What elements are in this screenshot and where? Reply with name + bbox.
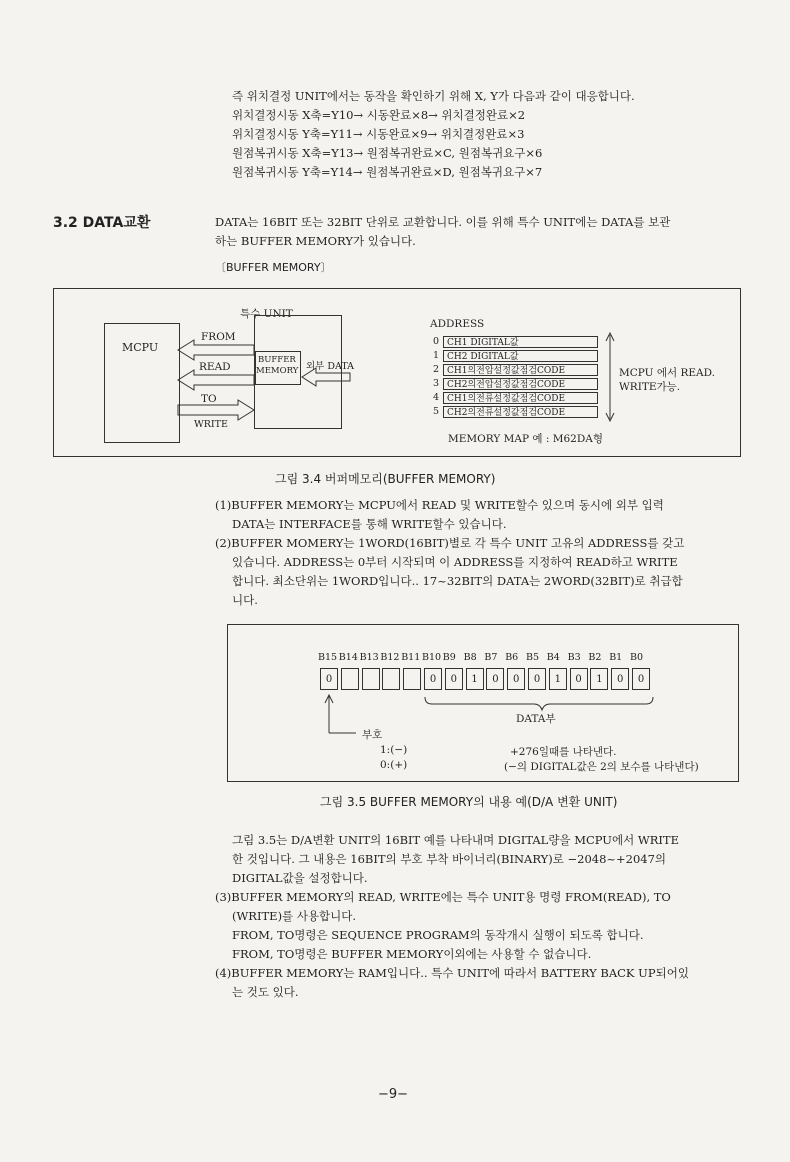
bit-label: B13 <box>359 652 379 663</box>
bit-label: B15 <box>318 652 338 663</box>
mcpu-label: MCPU <box>122 341 159 354</box>
data-part-label: DATA부 <box>516 713 556 725</box>
intro-item: 원점복귀시동 X축=Y13→ 원점복귀완료×C, 원점복귀요구×6 <box>232 146 543 160</box>
sign-positive: 0:(+) <box>380 759 408 771</box>
memory-cell: CH1의전류설정값점검CODE <box>443 392 598 404</box>
side-note-line1: MCPU 에서 READ. <box>619 367 716 379</box>
memory-address: 5 <box>433 406 440 417</box>
bit-label: B2 <box>588 652 602 663</box>
list-item: 합니다. 최소단위는 1WORD입니다.. 17~32BIT의 DATA는 2WORD(32BIT)로 취급합 <box>232 574 683 588</box>
bit-label: B8 <box>463 652 477 663</box>
write-label: WRITE <box>194 419 228 430</box>
list-item: (3)BUFFER MEMORY의 READ, WRITE에는 특수 UNIT용 명령 FROM(READ), TO <box>215 890 671 904</box>
bit-cell: 0 <box>320 668 338 690</box>
memory-cell: CH2의전류설정값점검CODE <box>443 406 598 418</box>
bit-label: B14 <box>338 652 358 663</box>
memory-address: 0 <box>433 336 440 347</box>
sign-negative: 1:(−) <box>380 744 408 756</box>
paragraph-line: 그림 3.5는 D/A변환 UNIT의 16BIT 예를 나타내며 DIGITAL량을 MCPU에서 WRITE <box>232 833 679 847</box>
buffer-memory-label: 〔BUFFER MEMORY〕 <box>215 261 332 274</box>
memory-address: 3 <box>433 378 440 389</box>
memory-address: 2 <box>433 364 440 375</box>
bit-label: B10 <box>422 652 442 663</box>
bit-label: B0 <box>630 652 644 663</box>
list-item: 는 것도 있다. <box>232 985 299 999</box>
figure2-caption: 그림 3.5 BUFFER MEMORY의 내용 예(D/A 변환 UNIT) <box>320 795 618 809</box>
bit-label: B6 <box>505 652 519 663</box>
bit-label: B9 <box>442 652 456 663</box>
bit-label: B5 <box>526 652 540 663</box>
list-item: (1)BUFFER MEMORY는 MCPU에서 READ 및 WRITE할수 있으며 동시에 외부 입력 <box>215 498 664 512</box>
intro-line: 즉 위치결정 UNIT에서는 동작을 확인하기 위해 X, Y가 다음과 같이 대응합니다. <box>232 89 635 103</box>
bit-cell: 0 <box>507 668 525 690</box>
list-item: 있습니다. ADDRESS는 0부터 시작되며 이 ADDRESS를 지정하여 READ하고 WRITE <box>232 555 678 569</box>
list-item: (WRITE)를 사용합니다. <box>232 909 357 923</box>
bit-cell: 0 <box>445 668 463 690</box>
section-paragraph: 하는 BUFFER MEMORY가 있습니다. <box>215 234 416 248</box>
paragraph-line: 한 것입니다. 그 내용은 16BIT의 부호 부착 바이너리(BINARY)로 −2048~+2047의 <box>232 852 667 866</box>
special-unit-label: 특수 UNIT <box>240 308 293 320</box>
bit-label: B12 <box>380 652 400 663</box>
to-label: TO <box>201 393 217 405</box>
read-label: READ <box>199 361 231 373</box>
memory-cell: CH1 DIGITAL값 <box>443 336 598 348</box>
complement-note: (−의 DIGITAL값은 2의 보수를 나타낸다) <box>504 761 699 773</box>
figure2-lines <box>228 625 738 781</box>
page-number: −9− <box>378 1087 409 1102</box>
list-item: FROM, TO명령은 SEQUENCE PROGRAM의 동작개시 실행이 되도록 합니다. <box>232 928 644 942</box>
memory-address: 1 <box>433 350 440 361</box>
paragraph-line: DIGITAL값을 설정합니다. <box>232 871 368 885</box>
bit-cell: 0 <box>424 668 442 690</box>
bit-label: B1 <box>609 652 623 663</box>
intro-item: 위치결정시동 X축=Y10→ 시동완료×8→ 위치결정완료×2 <box>232 108 526 122</box>
memory-cell: CH1의전압설정값점검CODE <box>443 364 598 376</box>
section-heading: 3.2 DATA교환 <box>53 215 151 231</box>
bit-cell: 0 <box>528 668 546 690</box>
memory-map-example: MEMORY MAP 예 : M62DA형 <box>448 433 603 445</box>
bit-cell: 0 <box>632 668 650 690</box>
list-item: DATA는 INTERFACE를 통해 WRITE할수 있습니다. <box>232 517 507 531</box>
value-note: +276일때를 나타낸다. <box>510 746 617 758</box>
intro-item: 원점복귀시동 Y축=Y14→ 원점복귀완료×D, 원점복귀요구×7 <box>232 165 543 179</box>
bit-label: B3 <box>567 652 581 663</box>
from-label: FROM <box>201 331 236 343</box>
bit-label: B11 <box>401 652 421 663</box>
address-label: ADDRESS <box>430 318 485 330</box>
list-item: FROM, TO명령은 BUFFER MEMORY이외에는 사용할 수 없습니다. <box>232 947 592 961</box>
bit-cell: 1 <box>466 668 484 690</box>
side-note-line2: WRITE가능. <box>619 381 681 393</box>
memory-cell: CH2의전압설정값점검CODE <box>443 378 598 390</box>
bit-cell: 0 <box>570 668 588 690</box>
list-item: 니다. <box>232 593 258 607</box>
bit-label: B7 <box>484 652 498 663</box>
figure1-caption: 그림 3.4 버퍼메모리(BUFFER MEMORY) <box>275 472 496 486</box>
memory-cell: CH2 DIGITAL값 <box>443 350 598 362</box>
list-item: (2)BUFFER MOMERY는 1WORD(16BIT)별로 각 특수 UNIT 고유의 ADDRESS를 갖고 <box>215 536 685 550</box>
bit-layout-figure <box>227 624 739 782</box>
sign-label: 부호 <box>362 729 383 741</box>
bit-cell: 0 <box>486 668 504 690</box>
list-item: (4)BUFFER MEMORY는 RAM입니다.. 특수 UNIT에 따라서 BATTERY BACK UP되어있 <box>215 966 689 980</box>
bit-cell: 1 <box>590 668 608 690</box>
external-data-label: 외부 DATA <box>306 361 355 372</box>
memory-label: MEMORY <box>256 366 299 376</box>
bit-cell: 0 <box>611 668 629 690</box>
buffer-memory-figure <box>53 288 741 457</box>
memory-address: 4 <box>433 392 440 403</box>
buffer-label: BUFFER <box>258 355 296 365</box>
bit-label: B4 <box>546 652 560 663</box>
intro-item: 위치결정시동 Y축=Y11→ 시동완료×9→ 위치결정완료×3 <box>232 127 525 141</box>
bit-cell: 1 <box>549 668 567 690</box>
section-paragraph: DATA는 16BIT 또는 32BIT 단위로 교환합니다. 이를 위해 특수 UNIT에는 DATA를 보관 <box>215 215 671 229</box>
